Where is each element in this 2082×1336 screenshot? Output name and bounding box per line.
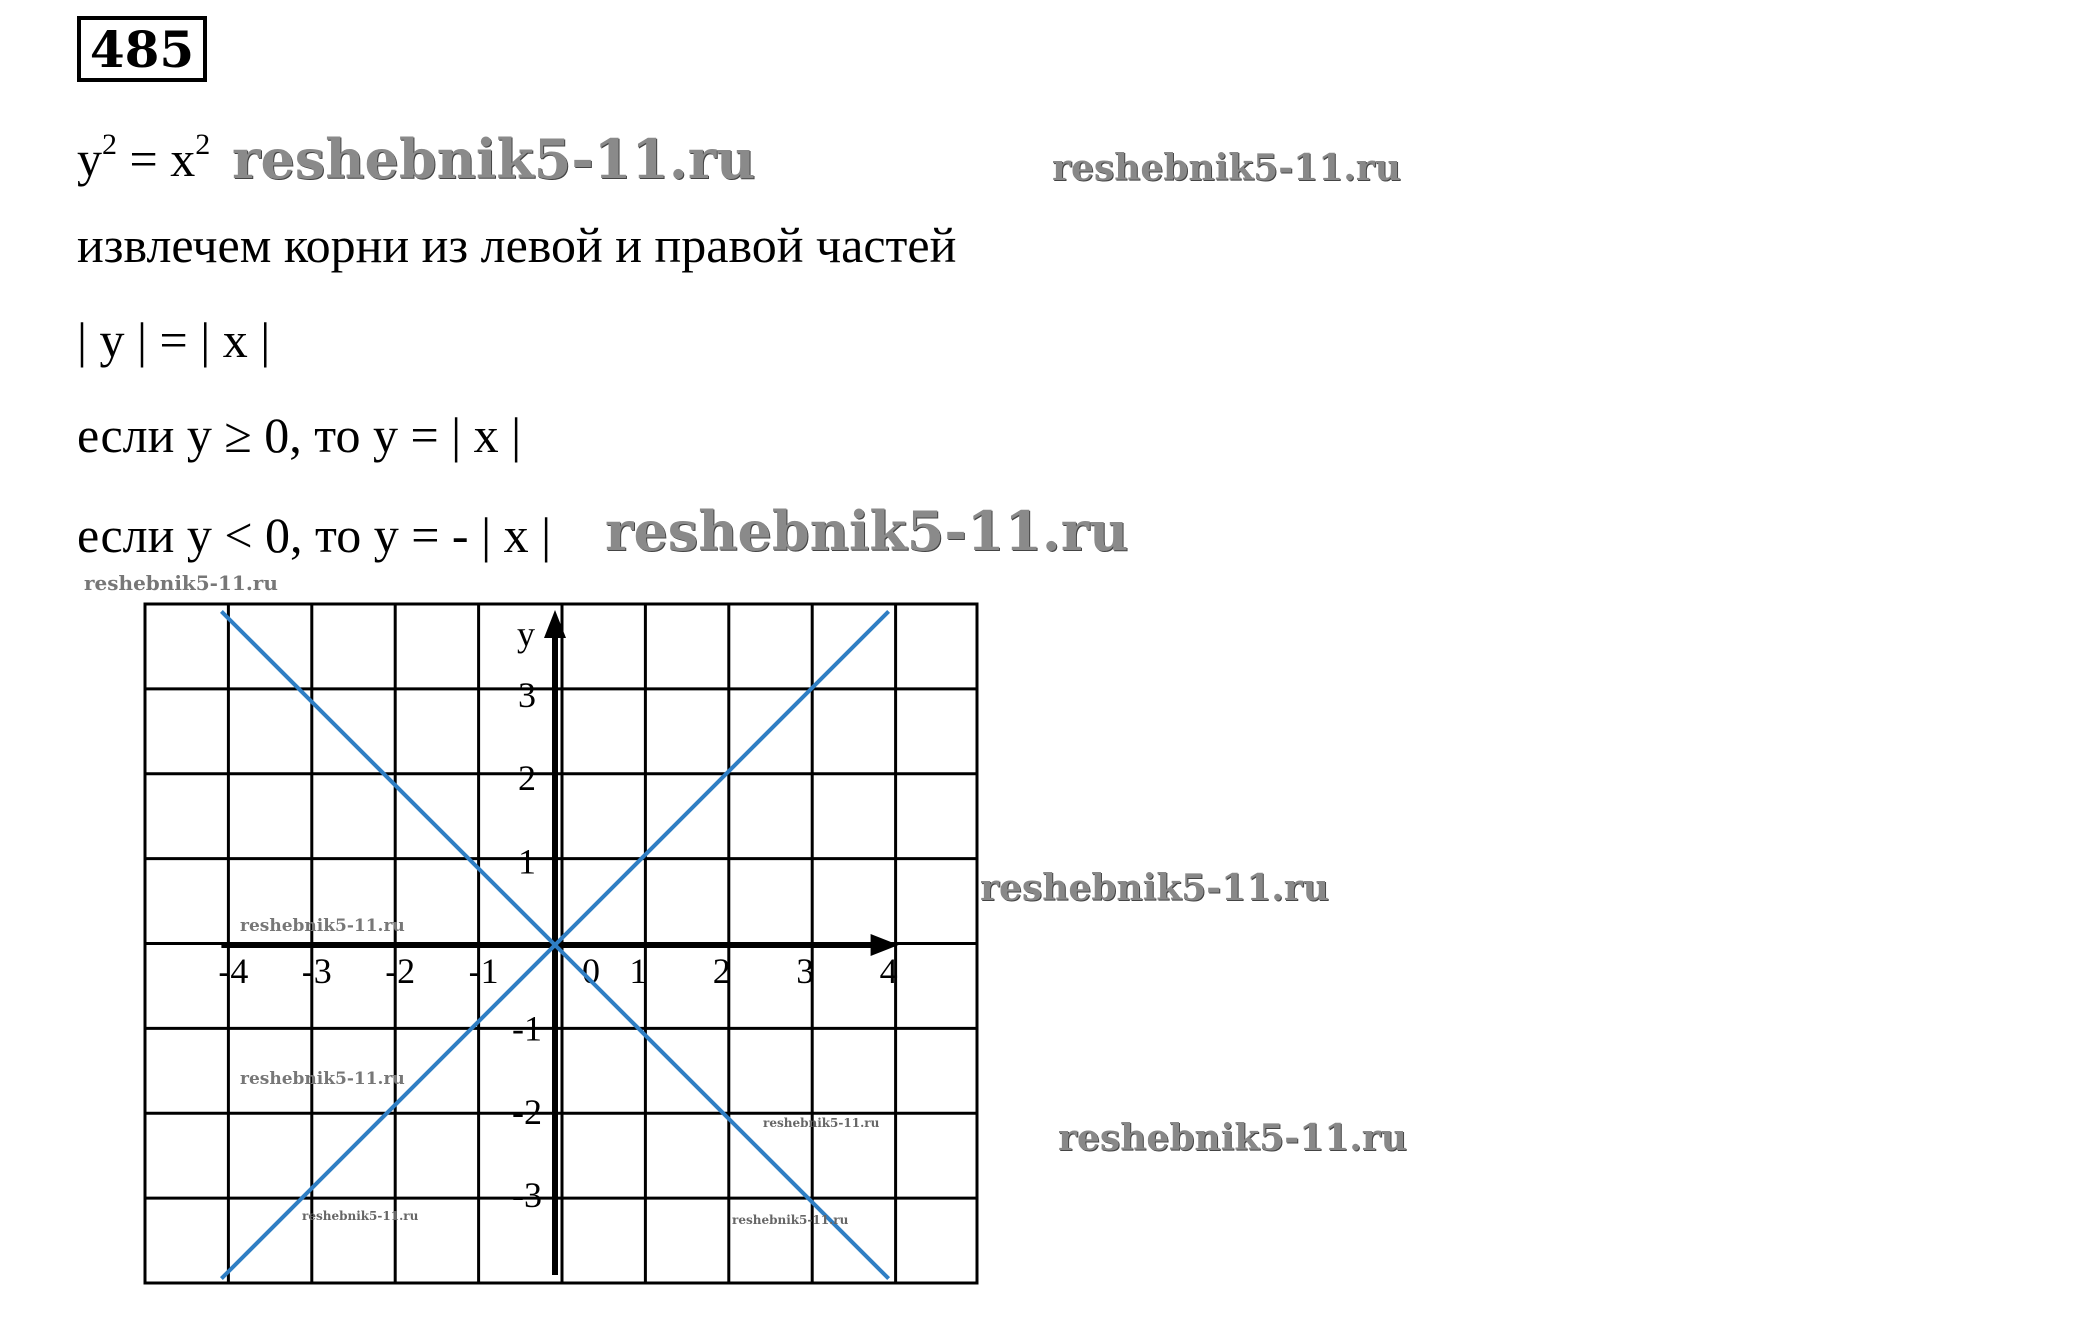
watermark: reshebnik5-11.ru [1058, 1117, 1407, 1159]
text-line-1: извлечем корни из левой и правой частей [77, 217, 957, 273]
y-tick-label: 3 [518, 674, 536, 715]
eq-left-exp: 2 [102, 128, 117, 161]
y-tick-label: 1 [518, 841, 536, 882]
y-axis-label: y [517, 614, 535, 654]
watermark: reshebnik5-11.ru [232, 127, 756, 191]
x-tick-label: 1 [629, 951, 648, 991]
y-tick-label: -3 [512, 1175, 542, 1216]
x-tick-label: -3 [301, 951, 332, 991]
eq-middle: = [117, 131, 171, 187]
text-line-2: | y | = | x | [77, 312, 271, 368]
watermark: reshebnik5-11.ru [240, 1069, 405, 1089]
x-tick-label: -4 [218, 951, 249, 991]
y-tick-label: -2 [512, 1091, 542, 1132]
x-tick-label: 3 [796, 951, 815, 991]
watermark: reshebnik5-11.ru [732, 1213, 849, 1227]
watermark: reshebnik5-11.ru [980, 867, 1329, 909]
x-tick-label: 0 [582, 951, 600, 991]
y-tick-label: 2 [518, 758, 536, 799]
watermark: reshebnik5-11.ru [84, 571, 278, 595]
eq-left-base: y [77, 131, 102, 187]
x-tick-label: -2 [385, 951, 416, 991]
text-line-3: если y ≥ 0, то y = | x | [77, 407, 522, 463]
x-tick-label: 4 [879, 951, 898, 991]
problem-number: 485 [77, 16, 207, 82]
watermark: reshebnik5-11.ru [302, 1209, 419, 1223]
watermark: reshebnik5-11.ru [1052, 147, 1401, 189]
watermark: reshebnik5-11.ru [605, 499, 1129, 563]
watermark: reshebnik5-11.ru [763, 1116, 880, 1130]
y-tick-label: -1 [512, 1008, 542, 1049]
watermark: reshebnik5-11.ru [240, 916, 405, 936]
x-tick-label: 2 [712, 951, 731, 991]
eq-right-base: x [170, 131, 196, 187]
eq-right-exp: 2 [195, 128, 211, 161]
text-line-4: если y < 0, то y = - | x | [77, 507, 552, 563]
x-tick-label: -1 [468, 951, 499, 991]
